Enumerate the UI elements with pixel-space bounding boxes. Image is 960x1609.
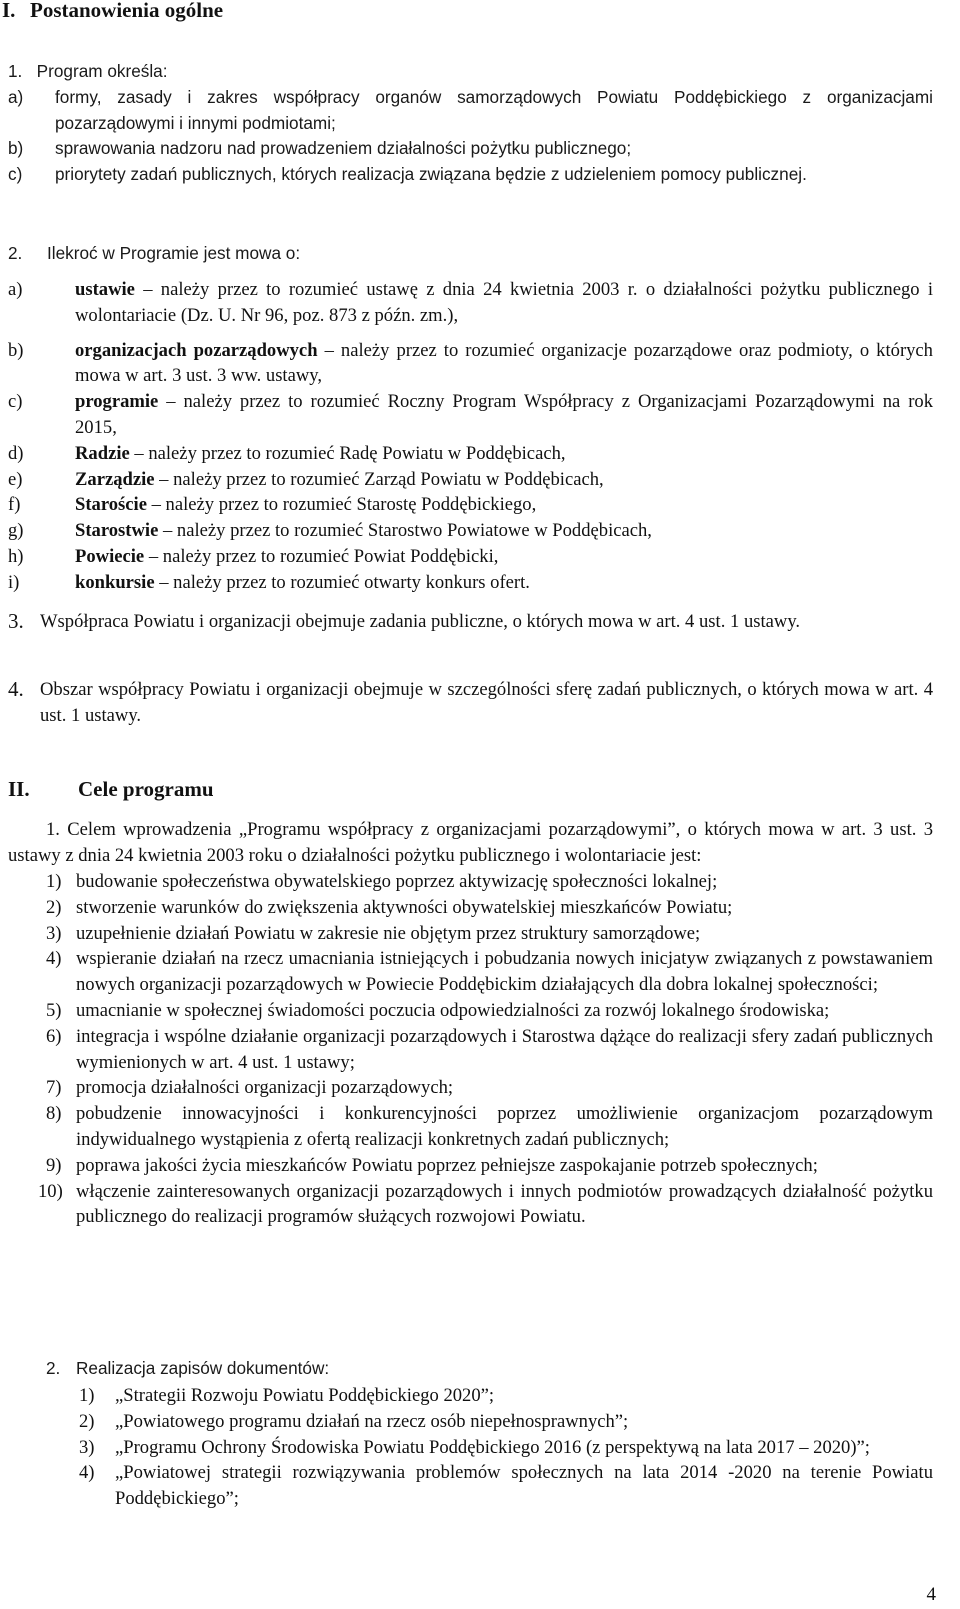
list-item bbox=[8, 162, 933, 188]
page-number: 4 bbox=[926, 1584, 936, 1605]
item-label: 2) bbox=[79, 1410, 95, 1432]
item-text: – należy przez to rozumieć Roczny Program Współpracy z Organizacjami Pozarządowymi na rok 2015, bbox=[75, 391, 933, 438]
item-label: h) bbox=[8, 545, 24, 567]
item-label: 1) bbox=[79, 1385, 95, 1406]
list-item bbox=[79, 1383, 933, 1409]
list-item bbox=[8, 338, 933, 390]
section-title: Cele programu bbox=[78, 777, 214, 801]
paragraph-lead: Realizacja zapisów dokumentów: bbox=[76, 1358, 330, 1378]
item-label: 3) bbox=[46, 922, 62, 944]
item-text: budowanie społeczeństwa obywatelskiego poprzez aktywizację społeczności lokalnej; bbox=[76, 871, 718, 892]
list-item bbox=[8, 136, 933, 162]
list-item bbox=[46, 921, 933, 947]
list-item bbox=[79, 1460, 933, 1512]
definitions-list bbox=[8, 277, 933, 596]
item-label: 4) bbox=[79, 1462, 95, 1484]
list-item bbox=[8, 441, 933, 467]
item-label: d) bbox=[8, 442, 24, 464]
item-label: 4) bbox=[46, 948, 62, 970]
item-text: „Programu Ochrony Środowiska Powiatu Poddębickiego 2016 (z perspektywą na lata 2017 – 2020)”; bbox=[115, 1436, 870, 1458]
list-item bbox=[46, 895, 933, 921]
item-text: – należy przez to rozumieć otwarty konkurs ofert. bbox=[154, 571, 530, 593]
list-item bbox=[8, 467, 933, 493]
item-label: 7) bbox=[46, 1077, 62, 1099]
paragraph-text: Obszar współpracy Powiatu i organizacji obejmuje w szczególności sferę zadań publicznych, o których mowa w art. 4 ust. 1 ustawy. bbox=[40, 679, 933, 726]
item-text: „Strategii Rozwoju Powiatu Poddębickiego 2020”; bbox=[115, 1385, 495, 1406]
item-text: promocja działalności organizacji pozarządowych; bbox=[76, 1077, 454, 1099]
item-term: Starostwie bbox=[75, 520, 159, 542]
item-term: Staroście bbox=[75, 494, 147, 516]
list-item bbox=[8, 518, 933, 544]
item-label: 2) bbox=[46, 896, 62, 918]
list-item bbox=[8, 492, 933, 518]
item-text: – należy przez to rozumieć Starostę Poddębickiego, bbox=[146, 494, 537, 516]
item-text: wspieranie działań na rzecz umacniania istniejących i pobudzania nowych inicjatyw związanych z powstawaniem nowych organizacji pozarządowych w Powiecie Poddębickim działających dla dobra lokalnej społeczności; bbox=[76, 948, 933, 996]
item-term: ustawie bbox=[75, 279, 135, 300]
item-label: f) bbox=[8, 494, 21, 516]
item-text: poprawa jakości życia mieszkańców Powiatu poprzez pełniejsze zaspokajanie potrzeb społecznych; bbox=[76, 1154, 818, 1176]
list-item bbox=[46, 1024, 933, 1076]
item-text: – należy przez to rozumieć ustawę z dnia 24 kwietnia 2003 r. o działalności pożytku publicznego i wolontariacie (Dz. U. Nr 96, poz. 873 z późn. zm.), bbox=[75, 279, 933, 326]
list-item bbox=[79, 1409, 933, 1435]
item-label: 8) bbox=[46, 1103, 62, 1125]
list-item bbox=[8, 389, 933, 441]
paragraph-text: Współpraca Powiatu i organizacji obejmuje zadania publiczne, o których mowa w art. 4 ust. 1 ustawy. bbox=[40, 611, 801, 632]
item-text: – należy przez to rozumieć Radę Powiatu w Poddębicach, bbox=[129, 442, 566, 464]
item-text: – należy przez to rozumieć Zarząd Powiatu w Poddębicach, bbox=[154, 468, 604, 490]
item-text: sprawowania nadzoru nad prowadzeniem działalności pożytku publicznego; bbox=[55, 138, 632, 159]
item-label: e) bbox=[8, 468, 23, 490]
paragraph-1 bbox=[8, 59, 933, 188]
item-text: integracja i wspólne działanie organizacji pozarządowych i Starostwa dążące do realizacji sfery zadań publicznych wymienionych w art. 4 ust. 1 ustawy; bbox=[76, 1025, 933, 1073]
item-text: „Powiatowej strategii rozwiązywania problemów społecznych na lata 2014 -2020 na terenie Powiatu Poddębickiego”; bbox=[115, 1462, 933, 1510]
item-label: i) bbox=[8, 571, 20, 593]
documents-list bbox=[79, 1383, 933, 1512]
list-item bbox=[79, 1435, 933, 1461]
list-item bbox=[8, 570, 933, 596]
section-heading bbox=[2, 0, 223, 23]
list-item bbox=[8, 544, 933, 570]
paragraph-number: 3. bbox=[8, 609, 24, 633]
item-label: b) bbox=[8, 339, 24, 361]
item-text: – należy przez to rozumieć Powiat Poddębicki, bbox=[144, 545, 499, 567]
item-text: – należy przez to rozumieć organizacje pozarządowe oraz podmioty, o których mowa w art. 3 ust. 3 ww. ustawy, bbox=[75, 339, 933, 387]
list-item bbox=[38, 1179, 933, 1231]
paragraph-lead: 1. Program określa: bbox=[8, 61, 168, 81]
item-label: 3) bbox=[79, 1436, 95, 1458]
item-text: – należy przez to rozumieć Starostwo Powiatowe w Poddębicach, bbox=[158, 520, 652, 542]
item-label: b) bbox=[8, 138, 24, 159]
paragraph-2-lead bbox=[8, 241, 933, 267]
list-item bbox=[8, 85, 933, 137]
item-text: włączenie zainteresowanych organizacji pozarządowych i innych podmiotów prowadzących działalność pożytku publicznego do realizacji programów służących rozwojowi Powiatu. bbox=[76, 1180, 933, 1228]
item-term: Zarządzie bbox=[75, 468, 155, 490]
item-label: 1) bbox=[46, 871, 62, 892]
item-label: c) bbox=[8, 164, 23, 185]
paragraph-4 bbox=[8, 677, 933, 729]
list-item bbox=[46, 1153, 933, 1179]
paragraph-number: 2. bbox=[46, 1358, 61, 1378]
item-label: 6) bbox=[46, 1025, 62, 1047]
paragraph-number: 4. bbox=[8, 677, 24, 701]
section-number: II. bbox=[8, 777, 30, 801]
list-item bbox=[46, 998, 933, 1024]
item-term: Powiecie bbox=[75, 545, 145, 567]
list-item bbox=[46, 1101, 933, 1153]
item-term: organizacjach pozarządowych bbox=[75, 339, 318, 361]
item-text: formy, zasady i zakres współpracy organów samorządowych Powiatu Poddębickiego z organizacjami pozarządowymi i innymi podmiotami; bbox=[55, 86, 933, 133]
item-text: pobudzenie innowacyjności i konkurencyjności poprzez umożliwienie organizacjom pozarządowym indywidualnego wystąpienia z ofertą realizacji konkretnych zadań publicznych; bbox=[76, 1103, 933, 1150]
item-text: priorytety zadań publicznych, których realizacja związana będzie z udzieleniem pomocy publicznej. bbox=[55, 164, 807, 185]
item-label: 10) bbox=[38, 1180, 63, 1202]
item-label: 9) bbox=[46, 1154, 62, 1176]
list-item bbox=[46, 946, 933, 998]
paragraph-lead: Ilekroć w Programie jest mowa o: bbox=[47, 243, 301, 263]
item-text: „Powiatowego programu działań na rzecz osób niepełnosprawnych”; bbox=[115, 1410, 629, 1432]
goals-intro: 1. Celem wprowadzenia „Programu współpracy z organizacjami pozarządowymi”, o których mowa w art. 3 ust. 3 ustawy z dnia 24 kwietnia 2003 roku o działalności pożytku publicznego i wolontariacie jest: bbox=[8, 819, 933, 866]
item-label: c) bbox=[8, 391, 23, 413]
section-title: Postanowienia ogólne bbox=[30, 0, 224, 22]
item-label: a) bbox=[8, 279, 23, 300]
list-item bbox=[46, 1075, 933, 1101]
item-text: uzupełnienie działań Powiatu w zakresie nie objętym przez struktury samorządowe; bbox=[76, 922, 701, 944]
list-item bbox=[46, 869, 933, 895]
section-number: I. bbox=[2, 0, 16, 22]
goals-2-lead bbox=[46, 1356, 933, 1382]
item-label: a) bbox=[8, 86, 24, 107]
item-term: Radzie bbox=[75, 442, 130, 464]
item-term: konkursie bbox=[75, 571, 155, 593]
paragraph-3 bbox=[8, 609, 933, 635]
list-item bbox=[8, 277, 933, 329]
item-label: 5) bbox=[46, 999, 62, 1021]
item-term: programie bbox=[75, 391, 159, 413]
goals-list bbox=[38, 869, 933, 1230]
item-text: stworzenie warunków do zwiększenia aktywności obywatelskiej mieszkańców Powiatu; bbox=[76, 896, 733, 918]
paragraph-number: 2. bbox=[8, 243, 23, 263]
section-heading bbox=[8, 776, 214, 802]
item-text: umacnianie w społecznej świadomości poczucia odpowiedzialności za rozwój lokalnego środowiska; bbox=[76, 999, 830, 1021]
item-label: g) bbox=[8, 520, 24, 542]
